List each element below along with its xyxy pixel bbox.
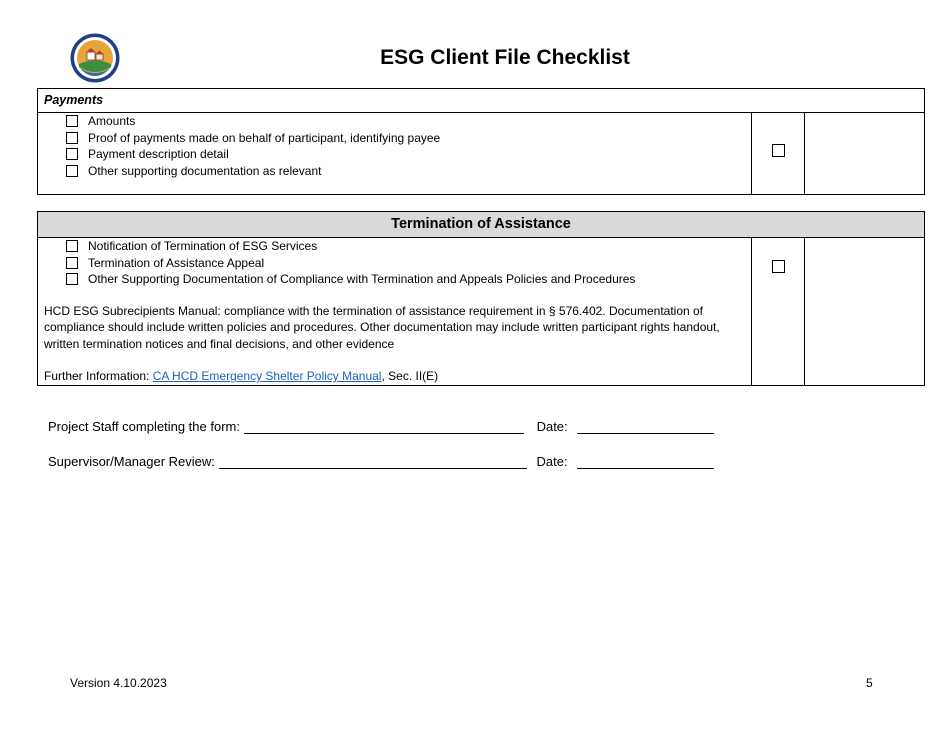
page-number: 5 — [866, 676, 873, 690]
manager-name-field[interactable] — [219, 457, 527, 469]
item-checkbox[interactable] — [66, 273, 78, 285]
item-label: Amounts — [88, 114, 136, 129]
list-item[interactable] — [44, 146, 745, 163]
manager-date-label: Date: — [536, 454, 572, 469]
item-checkbox[interactable] — [66, 165, 78, 177]
item-label: Notification of Termination of ESG Services — [88, 239, 318, 254]
manager-date-field[interactable] — [577, 457, 714, 469]
item-label: Proof of payments made on behalf of participant, identifying payee — [88, 130, 441, 145]
termination-complete-cell — [752, 238, 805, 386]
further-information-suffix: , Sec. II(E) — [381, 369, 439, 383]
termination-items — [38, 238, 752, 386]
payments-complete-cell — [752, 113, 805, 195]
manager-signature-row — [48, 454, 714, 469]
item-checkbox[interactable] — [66, 115, 78, 127]
policy-manual-link[interactable]: CA HCD Emergency Shelter Policy Manual — [152, 369, 382, 383]
item-label: Other supporting documentation as relevant — [88, 163, 322, 178]
termination-heading: Termination of Assistance — [38, 212, 925, 238]
termination-table — [37, 211, 925, 386]
item-label: Other Supporting Documentation of Compliance with Termination and Appeals Policies and Procedures — [88, 272, 636, 287]
further-information-label: Further Information: — [44, 369, 153, 383]
termination-notes-cell[interactable] — [805, 238, 925, 386]
staff-name-field[interactable] — [244, 422, 524, 434]
staff-date-label: Date: — [536, 419, 572, 434]
payments-table — [37, 88, 925, 195]
list-item[interactable] — [44, 130, 745, 147]
page-title: ESG Client File Checklist — [380, 46, 630, 69]
list-item[interactable] — [44, 163, 745, 180]
payments-notes-cell[interactable] — [805, 113, 925, 195]
item-label: Payment description detail — [88, 147, 229, 162]
further-information — [44, 368, 745, 385]
list-item[interactable] — [44, 271, 745, 288]
item-label: Termination of Assistance Appeal — [88, 255, 265, 270]
item-checkbox[interactable] — [66, 148, 78, 160]
termination-complete-checkbox[interactable] — [772, 260, 785, 273]
item-checkbox[interactable] — [66, 240, 78, 252]
list-item[interactable] — [44, 255, 745, 272]
list-item[interactable] — [44, 238, 745, 255]
payments-heading: Payments — [38, 89, 925, 113]
item-checkbox[interactable] — [66, 257, 78, 269]
version-text: Version 4.10.2023 — [70, 676, 167, 690]
payments-complete-checkbox[interactable] — [772, 144, 785, 157]
list-item[interactable] — [44, 113, 745, 130]
item-checkbox[interactable] — [66, 132, 78, 144]
staff-date-field[interactable] — [577, 422, 714, 434]
manual-requirement-text: HCD ESG Subrecipients Manual: compliance with the termination of assistance requirement in § 576.402. Documentation of compliance should include written policies and procedures. Other documentation may include written participant rights handout, written termination notices and final decisions, and other evidence — [44, 303, 720, 351]
payments-items — [38, 113, 752, 195]
staff-signature-row — [48, 419, 714, 434]
manager-label: Supervisor/Manager Review: — [48, 454, 219, 469]
staff-label: Project Staff completing the form: — [48, 419, 244, 434]
